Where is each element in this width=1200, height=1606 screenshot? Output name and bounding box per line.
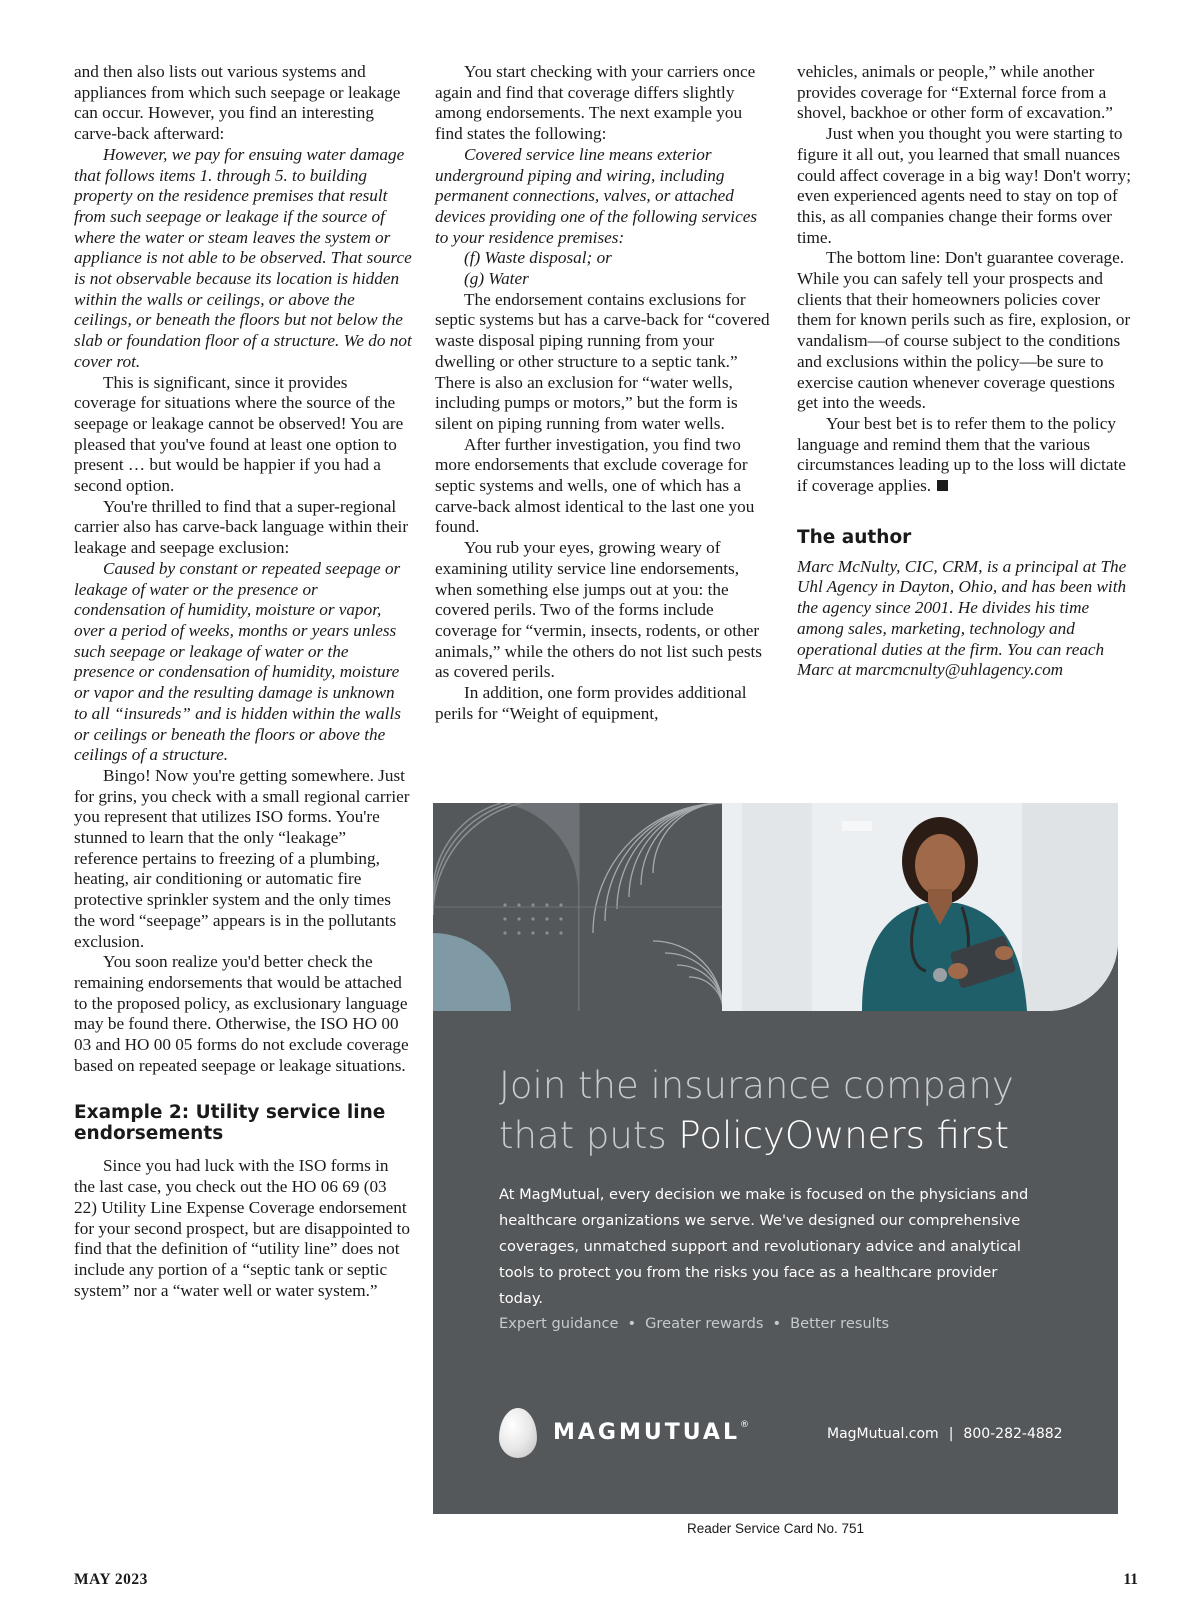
magmutual-egg-logo-icon (499, 1408, 537, 1458)
paragraph: The endorsement contains exclusions for septic systems but has a carve-back for “covered waste disposal piping running from your dwelling or other structure to a septic tank.” There is also an exclusion for “water wells, including pumps or motors,” but the form is silent on piping running from water wells. (435, 289, 770, 433)
ad-website-link[interactable]: MagMutual.com (827, 1426, 939, 1442)
paragraph (797, 414, 1135, 497)
ad-tag: Expert guidance (499, 1315, 619, 1332)
paragraph: The bottom line: Don't guarantee coverage. While you can safely tell your prospects and clients that their homeowners policies cover them for known perils such as fire, explosion, or vandalism—of course subject to the conditions and exclusions within the policy—be sure to exercise caution whenever coverage questions get into the weeds. (797, 248, 1131, 413)
reader-service-card: Reader Service Card No. 751 (686, 1521, 865, 1536)
bullet-separator: • (772, 1315, 782, 1332)
paragraph: This is significant, since it provides coverage for situations where the source of the seepage or leakage cannot be observed! You are pleased that you've found at least one option to present … but would be happier if you had a second option. (74, 372, 404, 496)
paragraph: You soon realize you'd better check the remaining endorsements that would be attached to the proposed policy, as exclusionary language may be found there. Otherwise, the ISO HO 00 03 and HO 00 05 forms do not exclude coverage based on repeated seepage or leakage situations. (74, 952, 409, 1075)
bullet-separator: • (627, 1315, 637, 1332)
footer-date: MAY 2023 (74, 1571, 148, 1588)
ad-headline (499, 1061, 1099, 1161)
policy-quote: (f) Waste disposal; or (464, 248, 612, 268)
page-number: 11 (1123, 1571, 1138, 1588)
brand-name: MAGMUTUAL (553, 1420, 740, 1445)
policy-quote: Covered service line means exterior underground piping and wiring, including permanent connections, valves, or attached devices providing one of the following services to your residence premises: (435, 144, 758, 247)
ad-headline-line-2 (499, 1111, 1099, 1161)
ad-headline-highlight: PolicyOwners first (678, 1114, 1009, 1157)
nurse-photo (722, 803, 1118, 1011)
magmutual-advertisement[interactable] (433, 803, 1118, 1514)
author-bio: Marc McNulty, CIC, CRM, is a principal at The Uhl Agency in Dayton, Ohio, and has been with the agency since 2001. He divides his time among sales, marketing, technology and operational duties at the firm. You can reach Marc at marcmcnulty@uhlagency.com (797, 556, 1127, 680)
policy-quote: However, we pay for ensuing water damage that follows items 1. through 5. to building property on the residence premises that result from such seepage or leakage if the source of where the water or steam leaves the system or appliance is not able to be observed. That source is not observable because its location is hidden within the walls or ceilings, or above the ceilings, or beneath the floors but not below the slab or foundation floor of a structure. We do not cover rot. (74, 144, 412, 371)
policy-quote: (g) Water (464, 269, 529, 289)
section-heading: Example 2: Utility service line endorsements (74, 1102, 386, 1145)
paragraph: Since you had luck with the ISO forms in the last case, you check out the HO 06 69 (03 22) Utility Line Expense Coverage endorsement for your second prospect, but are disappointed to find that the definition of “utility line” does not include any portion of a “septic tank or septic system” nor a “water well or water system.” (74, 1156, 411, 1300)
ad-headline-prefix: that puts (499, 1114, 679, 1157)
ad-phone[interactable]: 800-282-4882 (963, 1426, 1063, 1442)
paragraph: You rub your eyes, growing weary of examining utility service line endorsements, when something else jumps out at you: the covered perils. Two of the forms include coverage for “vermin, insects, rodents, or other animals,” while the others do not list such pests as covered perils. (435, 538, 762, 682)
paragraph: You're thrilled to find that a super-regional carrier also has carve-back language within their leakage and seepage exclusion: (74, 496, 409, 558)
ad-contact (827, 1426, 1063, 1442)
paragraph: After further investigation, you find two more endorsements that exclude coverage for septic systems and wells, one of which has a carve-back almost identical to the last one you found. (435, 434, 755, 537)
magmutual-logo (553, 1420, 749, 1445)
paragraph-text: Your best bet is to refer them to the policy language and remind them that the various circumstances leading up to the loss will dictate if coverage applies. (797, 413, 1126, 496)
nurse-with-tablet-icon (722, 803, 1118, 1011)
ad-headline-line-1: Join the insurance company (499, 1064, 1014, 1107)
policy-quote: Caused by constant or repeated seepage or leakage of water or the presence or condensation of humidity, moisture or vapor, over a period of weeks, months or years unless such seepage or leakage of water or the presence or condensation of humidity, moisture or vapor and the resulting damage is unknown to all “insureds” and is hidden within the walls or ceilings or beneath the floors or above the ceilings of a structure. (74, 558, 401, 765)
paragraph: Just when you thought you were starting to figure it all out, you learned that small nuances could affect coverage in a big way! Don't worry; even experienced agents need to stay on top of this, as all companies change their forms over time. (797, 124, 1131, 247)
registered-mark: ® (739, 1420, 749, 1430)
ad-tag: Better results (790, 1315, 890, 1332)
author-heading: The author (797, 526, 912, 548)
article-column-2 (435, 62, 773, 725)
paragraph: In addition, one form provides additional perils for “Weight of equipment, (435, 683, 747, 723)
paragraph: You start checking with your carriers once again and find that coverage differs slightly among endorsements. The next example you find states the following: (435, 62, 756, 144)
ad-body-text: At MagMutual, every decision we make is focused on the physicians and healthcare organizations we serve. We've designed our comprehensive coverages, unmatched support and revolutionary advice and analytical tools to protect you from the risks you face as a healthcare provider today. (499, 1186, 1029, 1307)
contact-separator: | (948, 1426, 954, 1442)
paragraph: Bingo! Now you're getting somewhere. Just for grins, you check with a small regional carrier you represent that utilizes ISO forms. You're stunned to learn that the only “leakage” reference pertains to freezing of a plumbing, heating, air conditioning or automatic fire protective sprinkler system and the only times the word “seepage” appears is in the pollutants exclusion. (74, 765, 410, 951)
paragraph: vehicles, animals or people,” while another provides coverage for “External force from a shovel, backhoe or other form of excavation.” (797, 62, 1113, 123)
ad-tag: Greater rewards (645, 1315, 764, 1332)
article-column-1 (74, 62, 412, 1301)
article-column-3 (797, 62, 1135, 681)
paragraph: and then also lists out various systems and appliances from which such seepage or leakage can occur. However, you find an interesting carve-back afterward: (74, 62, 401, 144)
ad-taglines (499, 1315, 889, 1332)
end-mark-icon (937, 480, 948, 491)
